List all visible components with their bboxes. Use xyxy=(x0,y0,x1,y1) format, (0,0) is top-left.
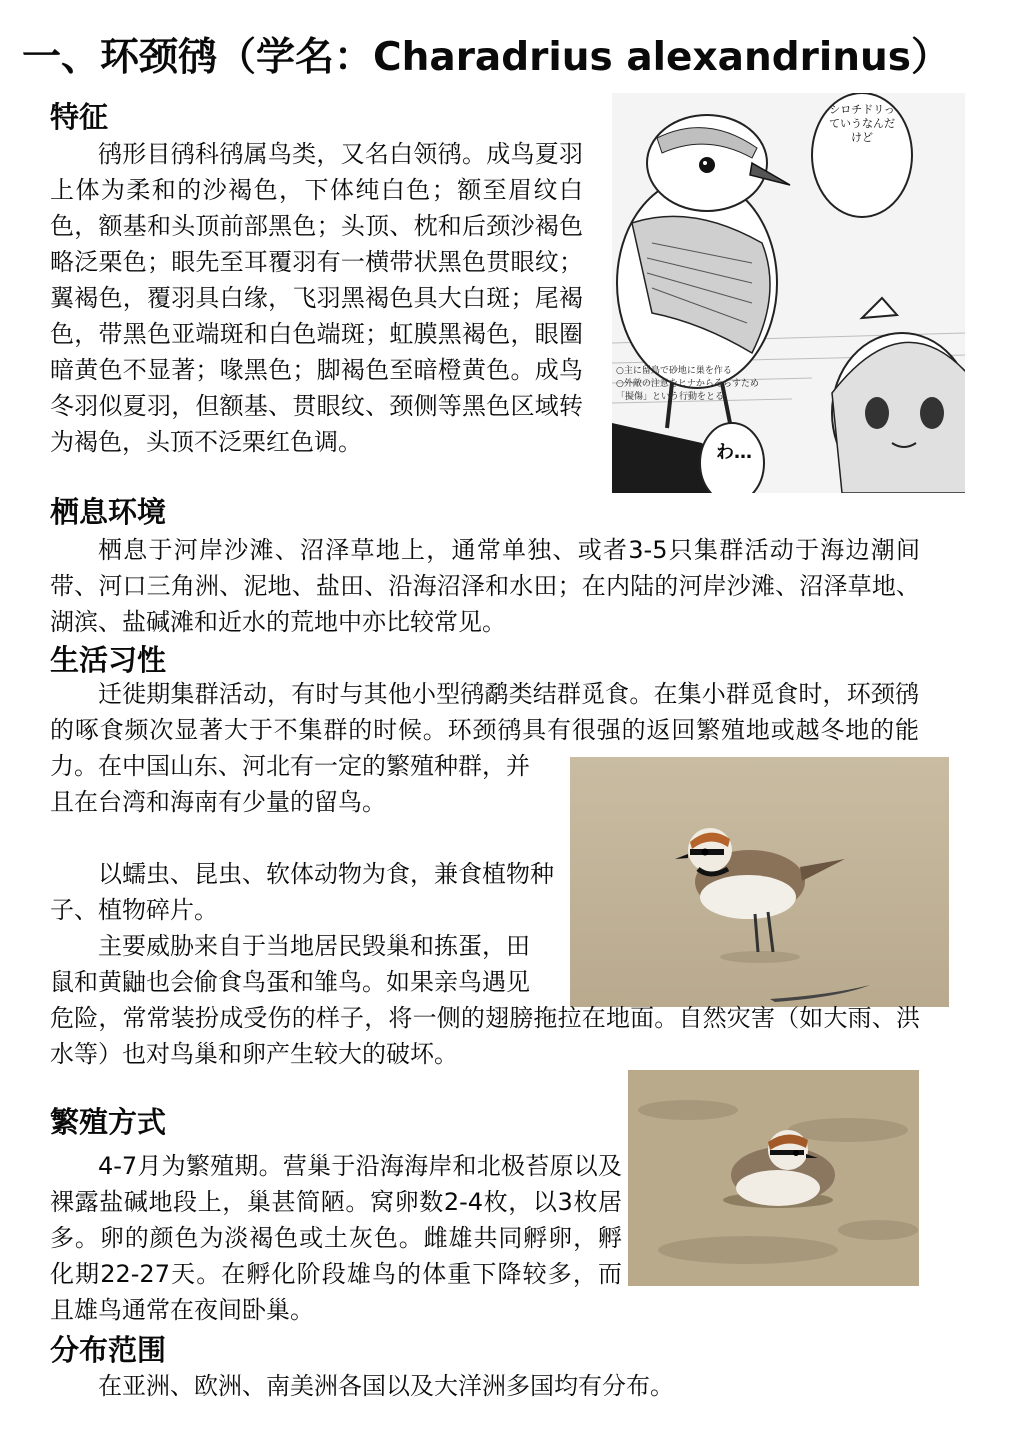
behavior-paragraph-1-text: 迁徙期集群活动，有时与其他小型鸻鹬类结群觅食。在集小群觅食时，环颈鸻的啄食频次显著大于不集群的时候。环颈鸻具有很强的返回繁殖地或越冬地的能力。在中国山东、河北有一定的繁殖种群，并且在台湾和海南有少量的留鸟。 xyxy=(50,680,919,816)
breeding-paragraph: 4-7月为繁殖期。营巢于沿海海岸和北极苔原以及裸露盐碱地段上，巢甚简陋。窝卵数2-4枚，以3枚居多。卵的颜色为淡褐色或土灰色。雌雄共同孵卵，孵化期22-27天。在孵化阶段雄鸟的体重下降较多，而且雄鸟通常在夜间卧巢。 xyxy=(50,1152,622,1324)
behavior-paragraph-2: 以蠕虫、昆虫、软体动物为食，兼食植物种子、植物碎片。 xyxy=(50,860,554,924)
manga-speech-bubble: シロチドリっていうなんだけど xyxy=(829,103,895,144)
behavior-paragraph-3: 主要威胁来自于当地居民毁巢和拣蛋，田鼠和黄鼬也会偷食鸟蛋和雏鸟。如果亲鸟遇见危险，常常装扮成受伤的样子，将一侧的翅膀拖拉在地面。自然灾害（如大雨、洪水等）也对鸟巢和卵产生较大的破坏。 xyxy=(50,932,920,1068)
manga-caption-line: 「擬傷」という行動をとる xyxy=(616,392,725,402)
manga-caption-line: ○主に留鳥で砂地に巣を作る xyxy=(616,366,732,376)
page-title: 一、环颈鸻（学名：Charadrius alexandrinus） xyxy=(22,35,950,80)
section-heading-distribution: 分布范围 xyxy=(50,1333,167,1367)
manga-exclaim: わ… xyxy=(716,442,752,463)
section-heading-breeding: 繁殖方式 xyxy=(50,1105,167,1139)
manga-illustration xyxy=(612,93,965,493)
manga-drawing xyxy=(612,93,965,493)
habitat-paragraph: 栖息于河岸沙滩、沼泽草地上，通常单独、或者3-5只集群活动于海边潮间带、河口三角洲、泥地、盐田、沿海沼泽和水田；在内陆的河岸沙滩、沼泽草地、湖滨、盐碱滩和近水的荒地中亦比较常见。 xyxy=(50,536,920,636)
section-heading-features: 特征 xyxy=(50,100,109,134)
distribution-paragraph: 在亚洲、欧洲、南美洲各国以及大洋洲多国均有分布。 xyxy=(98,1372,674,1400)
manga-caption-line: ○外敵の注意をヒナからそらすため xyxy=(616,379,759,389)
manga-caption xyxy=(616,365,776,404)
section-heading-habitat: 栖息环境 xyxy=(50,495,167,529)
section-heading-behavior: 生活习性 xyxy=(50,643,167,677)
features-paragraph: 鸻形目鸻科鸻属鸟类，又名白领鸻。成鸟夏羽上体为柔和的沙褐色，下体纯白色；额至眉纹白色，额基和头顶前部黑色；头顶、枕和后颈沙褐色略泛栗色；眼先至耳覆羽有一横带状黑色贯眼纹；翼褐色，覆羽具白缘，飞羽黑褐色具大白斑；尾褐色，带黑色亚端斑和白色端斑；虹膜黑褐色，眼圈暗黄色不显著；喙黑色；脚褐色至暗橙黄色。成鸟冬羽似夏羽，但额基、贯眼纹、颈侧等黑色区域转为褐色，头顶不泛栗红色调。 xyxy=(50,140,583,456)
